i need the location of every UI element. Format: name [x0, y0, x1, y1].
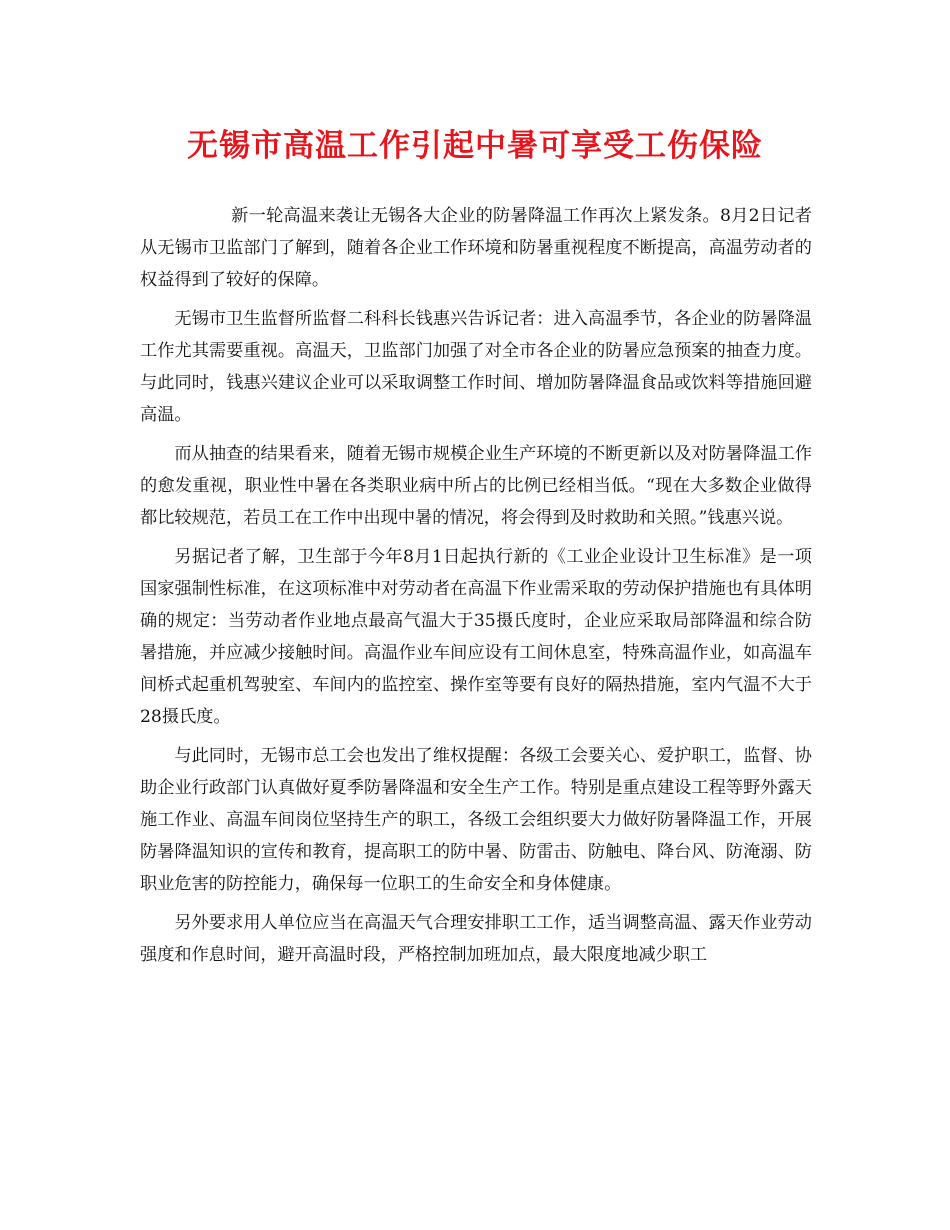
paragraph-6: 另外要求用人单位应当在高温天气合理安排职工工作，适当调整高温、露天作业劳动强度和作息时间，避开高温时段，严格控制加班加点，最大限度地减少职工	[140, 913, 812, 965]
paragraph-2: 无锡市卫生监督所监督二科科长钱惠兴告诉记者：进入高温季节，各企业的防暑降温工作尤其需要重视。高温天，卫监部门加强了对全市各企业的防暑应急预案的抽查力度。与此同时，钱惠兴建议企业可以采取调整工作时间、增加防暑降温食品或饮料等措施回避高温。	[140, 309, 812, 425]
paragraph-3: 而从抽查的结果看来，随着无锡市规模企业生产环境的不断更新以及对防暑降温工作的愈发重视，职业性中暑在各类职业病中所占的比例已经相当低。“现在大多数企业做得都比较规范，若员工在工作中出现中暑的情况，将会得到及时救助和关照。”钱惠兴说。	[140, 444, 812, 528]
paragraph-5: 与此同时，无锡市总工会也发出了维权提醒：各级工会要关心、爱护职工，监督、协助企业行政部门认真做好夏季防暑降温和安全生产工作。特别是重点建设工程等野外露天施工作业、高温车间岗位坚持生产的职工，各级工会组织要大力做好防暑降温工作，开展防暑降温知识的宣传和教育，提高职工的防中暑、防雷击、防触电、降台风、防淹溺、防职业危害的防控能力，确保每一位职工的生命安全和身体健康。	[140, 746, 812, 894]
page-title: 无锡市高温工作引起中暑可享受工伤保险	[187, 128, 763, 164]
paragraph-4: 另据记者了解，卫生部于今年8月1日起执行新的《工业企业设计卫生标准》是一项国家强制性标准，在这项标准中对劳动者在高温下作业需采取的劳动保护措施也有具体明确的规定：当劳动者作业地点最高气温大于35摄氏度时，企业应采取局部降温和综合防暑措施，并应减少接触时间。高温作业车间应设有工间休息室，特殊高温作业，如高温车间桥式起重机驾驶室、车间内的监控室、操作室等要有良好的隔热措施，室内气温不大于28摄氏度。	[140, 547, 812, 727]
article-body	[140, 200, 812, 978]
paragraph-1: 新一轮高温来袭让无锡各大企业的防暑降温工作再次上紧发条。8月2日记者从无锡市卫监部门了解到，随着各企业工作环境和防暑重视程度不断提高，高温劳动者的权益得到了较好的保障。	[140, 206, 812, 290]
